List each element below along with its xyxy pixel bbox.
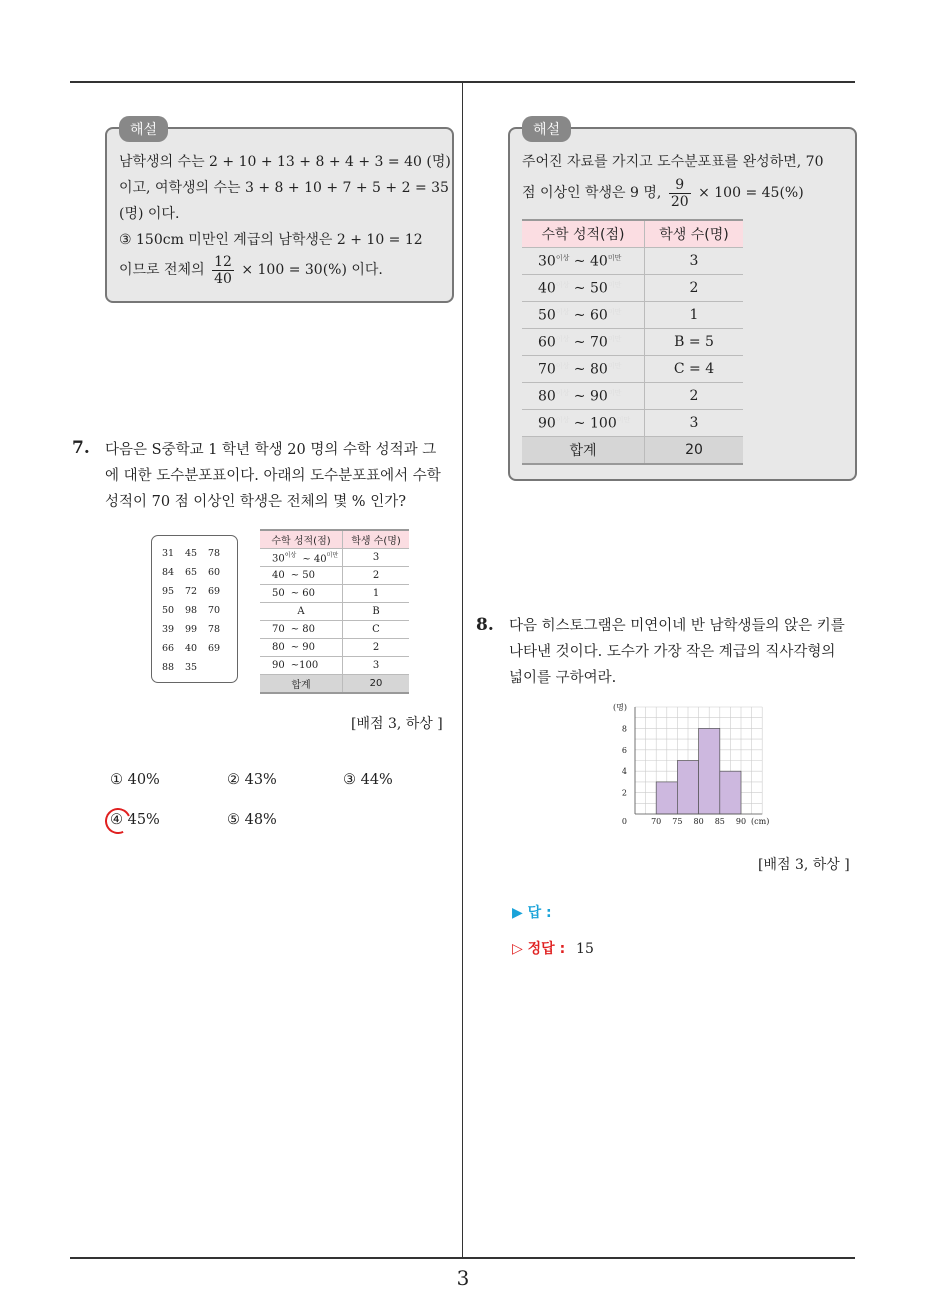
- solution-text-part: 이므로 전체의: [119, 262, 205, 278]
- y-tick-label: 2: [621, 788, 627, 798]
- raw-data-cell: 35: [185, 662, 198, 673]
- range-end: ~ 40: [302, 553, 327, 565]
- solution-tab: 해설: [522, 116, 571, 142]
- fraction-denominator: 20: [670, 193, 689, 210]
- bottom-rule: [70, 1257, 855, 1259]
- raw-data-cell: 31: [162, 548, 175, 559]
- range-suffix: 미만: [607, 361, 622, 370]
- question-number: 7.: [72, 438, 90, 458]
- raw-data-cell: 50: [162, 605, 175, 616]
- range-suffix: 미만: [607, 334, 622, 343]
- raw-data-row: [162, 563, 231, 582]
- solution-line: 이고, 여학생의 수는 3 + 8 + 10 + 7 + 5 + 2 = 35: [119, 180, 449, 196]
- range-cell: [522, 248, 645, 275]
- question-line: 성적이 70 점 이상인 학생은 전체의 몇 % 인가?: [105, 494, 406, 510]
- range-start: 70: [538, 361, 556, 378]
- range-start: 30: [538, 253, 556, 270]
- question-line: 다음은 S중학교 1 학년 학생 20 명의 수학 성적과 그: [105, 442, 437, 458]
- range-suffix: 미만: [607, 307, 622, 316]
- range-cell: [260, 567, 343, 585]
- total-label: 합계: [522, 437, 645, 465]
- raw-data-cell: 45: [185, 548, 198, 559]
- raw-data-cell: 72: [185, 586, 198, 597]
- range-start: 50: [538, 307, 556, 324]
- range-end: 40: [590, 253, 608, 270]
- range-end: 70: [590, 334, 608, 351]
- count-cell: B = 5: [645, 329, 744, 356]
- table-row: [260, 657, 409, 675]
- range-suffix: 미만: [607, 253, 622, 262]
- question-number: 8.: [476, 615, 494, 635]
- range-suffix: 미만: [607, 280, 622, 289]
- count-cell: 3: [343, 657, 410, 675]
- range-start: 80: [538, 388, 556, 405]
- solution-line: ③ 150cm 미만인 계급의 남학생은 2 + 10 = 12: [119, 232, 423, 248]
- range-end: ~ 90: [290, 642, 316, 653]
- count-cell: B: [343, 603, 410, 621]
- fraction-denominator: 40: [214, 270, 232, 287]
- range-cell: [260, 603, 343, 621]
- y-tick-label: 6: [621, 745, 627, 755]
- answer-row: [512, 902, 558, 922]
- raw-data-cell: 78: [208, 624, 221, 635]
- histogram-bar: [720, 771, 741, 814]
- raw-data-cell: 84: [162, 567, 175, 578]
- table-row: [260, 621, 409, 639]
- range-cell: [260, 621, 343, 639]
- count-cell: 1: [645, 302, 744, 329]
- range-end: 100: [590, 415, 617, 432]
- x-tick-label: 85: [714, 817, 725, 826]
- range-start: 70: [272, 624, 285, 635]
- solution-box-q7: [508, 122, 857, 481]
- range-cell: [522, 410, 645, 437]
- correct-answer-row: [512, 938, 594, 958]
- solution-tab: 해설: [119, 116, 168, 142]
- table-row: [260, 567, 409, 585]
- answer-label: ▶ 답 :: [512, 905, 552, 921]
- raw-data-box: [151, 535, 238, 683]
- y-tick-label: 4: [621, 767, 627, 777]
- raw-data-row: [162, 582, 231, 601]
- table-row: [260, 603, 409, 621]
- solution-text-part: 점 이상인 학생은 9 명,: [522, 185, 662, 201]
- y-unit-label: (명): [613, 703, 627, 712]
- choice-1[interactable]: ① 40%: [110, 772, 160, 788]
- range-suffix: 이상: [555, 361, 570, 370]
- raw-data-row: [162, 620, 231, 639]
- question-line: 나타낸 것이다. 도수가 가장 작은 계급의 직사각형의: [509, 644, 836, 660]
- fraction-numerator: 9: [669, 177, 691, 194]
- count-cell: 2: [343, 639, 410, 657]
- range-end: 80: [590, 361, 608, 378]
- range-suffix: 미만: [607, 388, 622, 397]
- histogram-chart: [605, 702, 770, 832]
- range-start: 50: [272, 588, 285, 599]
- range-tilde: ~: [569, 253, 590, 270]
- raw-data-cell: 66: [162, 643, 175, 654]
- x-tick-label: 80: [693, 817, 704, 826]
- count-cell: C: [343, 621, 410, 639]
- fraction: [669, 177, 691, 210]
- solution-line: 주어진 자료를 가지고 도수분포표를 완성하면, 70: [522, 154, 824, 170]
- count-cell: 2: [343, 567, 410, 585]
- fraction: [212, 254, 234, 287]
- page-number: 3: [456, 1266, 470, 1290]
- range-cell: [260, 549, 343, 567]
- raw-data-row: [162, 601, 231, 620]
- table-row: [522, 383, 743, 410]
- table-header: 수학 성적(점): [260, 530, 343, 549]
- question-line: 넓이를 구하여라.: [509, 670, 617, 686]
- histogram-bar: [656, 782, 677, 814]
- range-end: ~ 60: [290, 588, 316, 599]
- range-start: 60: [538, 334, 556, 351]
- answer-circle-mark: [101, 804, 134, 837]
- range-suffix: 이상: [555, 388, 570, 397]
- count-cell: 1: [343, 585, 410, 603]
- range-end: ~ 80: [290, 624, 316, 635]
- solution-line-fraction: [119, 253, 451, 287]
- range-suffix: 이상: [555, 253, 570, 262]
- range-tilde: ~: [569, 280, 590, 297]
- total-label: 합계: [260, 675, 343, 694]
- raw-data-cell: 88: [162, 662, 175, 673]
- correct-answer-label: ▷ 정답 :: [512, 941, 566, 957]
- question-text: [509, 613, 845, 691]
- raw-data-row: [162, 544, 231, 563]
- raw-data-row: [162, 658, 231, 677]
- choice-2[interactable]: ② 43%: [227, 772, 277, 788]
- solution-text-part: × 100 = 30(%) 이다.: [241, 262, 383, 278]
- solution-line-fraction: [522, 175, 823, 211]
- y-tick-label: 0: [621, 817, 627, 826]
- question-line: 에 대한 도수분포표이다. 아래의 도수분포표에서 수학: [105, 468, 441, 484]
- range-tilde: ~: [569, 361, 590, 378]
- choice-5[interactable]: ⑤ 48%: [227, 812, 277, 828]
- range-cell: [522, 356, 645, 383]
- solution-line: 남학생의 수는 2 + 10 + 13 + 8 + 4 + 3 = 40 (명): [119, 154, 451, 170]
- range-tilde: ~: [569, 334, 590, 351]
- table-row: [522, 248, 743, 275]
- range-suffix: 이상: [555, 307, 570, 316]
- score-label: [배점 3, 하상 ]: [758, 857, 850, 873]
- count-cell: 3: [343, 549, 410, 567]
- column-divider: [462, 82, 463, 1258]
- choice-3[interactable]: ③ 44%: [343, 772, 393, 788]
- raw-data-row: [162, 639, 231, 658]
- question-line: 다음 히스토그램은 미연이네 반 남학생들의 앉은 키를: [509, 618, 845, 634]
- count-cell: 3: [645, 410, 744, 437]
- range-start: A: [297, 606, 305, 617]
- range-cell: [522, 302, 645, 329]
- solution-line: (명) 이다.: [119, 206, 180, 222]
- table-row: [522, 329, 743, 356]
- range-start: 90: [538, 415, 556, 432]
- question-text: [105, 437, 441, 515]
- raw-data-cell: 98: [185, 605, 198, 616]
- table-header: 학생 수(명): [645, 220, 744, 248]
- histogram-bar: [699, 728, 720, 814]
- raw-data-cell: 70: [208, 605, 221, 616]
- choice-4[interactable]: ④ 45%: [110, 812, 160, 828]
- range-end: ~100: [290, 660, 319, 671]
- range-suffix: 이상: [284, 552, 297, 560]
- solution-box-q6: [105, 122, 454, 303]
- completed-frequency-table: [522, 219, 743, 465]
- range-start: 30: [272, 553, 285, 565]
- score-label: [배점 3, 하상 ]: [351, 716, 443, 732]
- count-cell: 2: [645, 275, 744, 302]
- table-header: 학생 수(명): [343, 530, 410, 549]
- raw-data-cell: 69: [208, 643, 221, 654]
- table-row: [522, 275, 743, 302]
- range-start: 40: [538, 280, 556, 297]
- table-row: [260, 549, 409, 567]
- range-cell: [522, 383, 645, 410]
- range-suffix: 이상: [555, 334, 570, 343]
- range-end: ~ 50: [290, 570, 316, 581]
- raw-data-cell: 40: [185, 643, 198, 654]
- range-start: 90: [272, 660, 285, 671]
- histogram-bar: [677, 761, 698, 815]
- range-tilde: ~: [569, 388, 590, 405]
- range-cell: [260, 657, 343, 675]
- table-row: [260, 585, 409, 603]
- range-start: 40: [272, 570, 285, 581]
- range-end: 90: [590, 388, 608, 405]
- range-tilde: ~: [569, 415, 590, 432]
- y-tick-label: 8: [621, 724, 627, 734]
- total-value: 20: [343, 675, 410, 694]
- raw-data-cell: 95: [162, 586, 175, 597]
- range-tilde: ~: [569, 307, 590, 324]
- table-row: [260, 639, 409, 657]
- frequency-table: [260, 529, 409, 694]
- range-suffix: 미만: [616, 415, 631, 424]
- table-row: [522, 356, 743, 383]
- count-cell: 3: [645, 248, 744, 275]
- x-tick-label: 90: [735, 817, 747, 826]
- correct-answer-value: 15: [576, 941, 594, 957]
- range-cell: [522, 275, 645, 302]
- raw-data-table: [162, 544, 231, 677]
- range-cell: [260, 639, 343, 657]
- table-row: [522, 410, 743, 437]
- range-suffix: 미만: [326, 552, 339, 560]
- range-suffix: 이상: [555, 280, 570, 289]
- range-cell: [522, 329, 645, 356]
- raw-data-cell: 39: [162, 624, 175, 635]
- raw-data-cell: [208, 658, 231, 677]
- solution-text-part: × 100 = 45(%): [698, 185, 804, 201]
- x-tick-label: 70: [651, 817, 662, 826]
- raw-data-cell: 78: [208, 548, 221, 559]
- x-tick-label: 75: [672, 817, 683, 826]
- table-header: 수학 성적(점): [522, 220, 645, 248]
- range-end: 50: [590, 280, 608, 297]
- solution-text: [119, 149, 451, 287]
- frequency-table-q7: [260, 529, 409, 694]
- raw-data-cell: 65: [185, 567, 198, 578]
- table-row: [522, 302, 743, 329]
- range-start: 80: [272, 642, 285, 653]
- completed-table-wrap: [522, 219, 743, 465]
- raw-data-cell: 99: [185, 624, 198, 635]
- range-cell: [260, 585, 343, 603]
- raw-data-cell: 60: [208, 567, 221, 578]
- range-end: 60: [590, 307, 608, 324]
- count-cell: C = 4: [645, 356, 744, 383]
- solution-text: [522, 149, 823, 211]
- count-cell: 2: [645, 383, 744, 410]
- x-unit-label: (cm): [751, 817, 770, 826]
- raw-data-cell: 69: [208, 586, 221, 597]
- fraction-numerator: 12: [214, 253, 232, 270]
- range-suffix: 이상: [555, 415, 570, 424]
- total-value: 20: [645, 437, 744, 465]
